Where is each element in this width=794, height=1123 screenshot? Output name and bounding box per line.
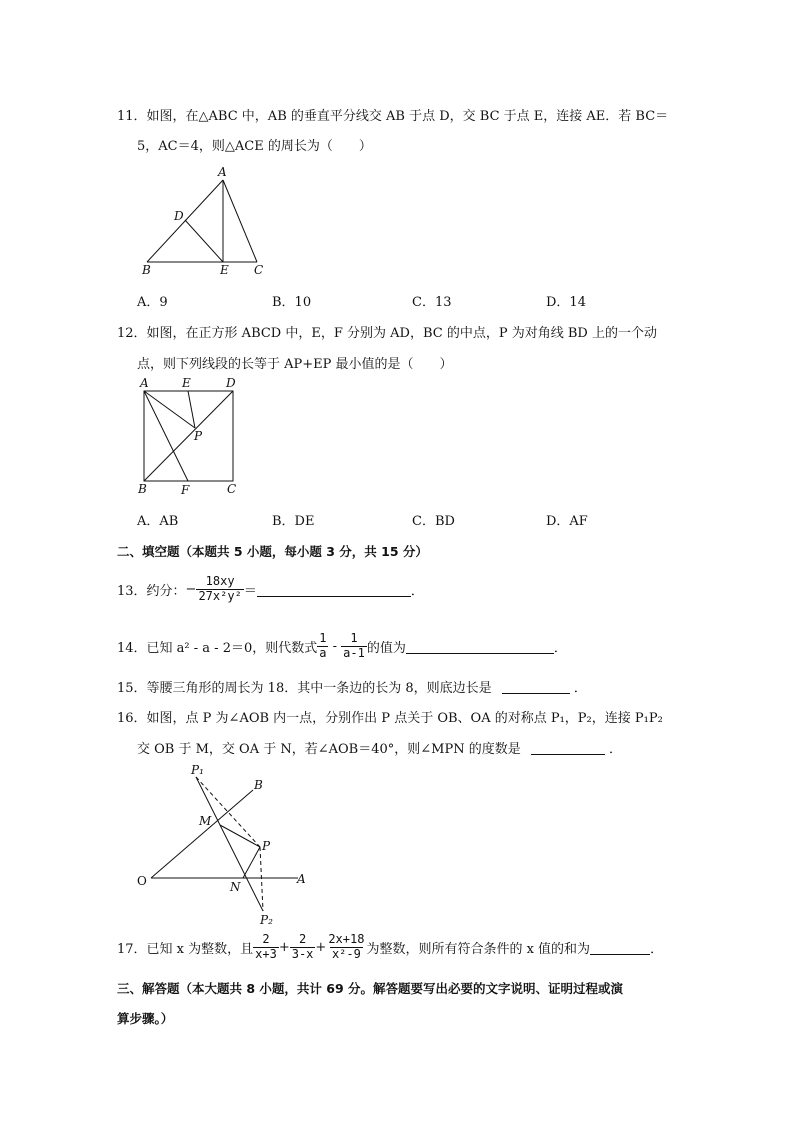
q12-label-c: C (227, 482, 237, 496)
q17-prefix: 17．已知 x 为整数，且 (117, 941, 254, 957)
q16-line2-wrap (137, 738, 622, 757)
q11-side-ac (223, 180, 257, 262)
q15 (117, 677, 587, 696)
q17-f2-denominator: 3-x (291, 946, 314, 961)
q17-f1-denominator: x+3 (255, 946, 277, 961)
q14-f2-numerator: 1 (350, 631, 358, 645)
q16-label-p1: P₁ (191, 763, 204, 777)
q14-fraction-1 (317, 632, 328, 661)
q14-end: ． (553, 640, 567, 656)
q12-option-b: B．DE (272, 514, 315, 529)
q13-equals: ＝ (243, 583, 257, 599)
q16-label-a: A (297, 872, 306, 886)
q15-end: ． (573, 681, 587, 696)
q16-label-p: P (262, 839, 271, 853)
q12-line1: 12．如图，在正方形 ABCD 中，E，F 分别为 AD，BC 的中点，P 为对角线 BD 上的一个动 (117, 326, 657, 341)
q17-fraction-2 (290, 933, 316, 962)
q17-f2-numerator: 2 (298, 932, 307, 946)
q13-end: ． (410, 583, 424, 599)
q17-fraction-1 (253, 933, 279, 962)
q16-answer-blank[interactable] (531, 740, 605, 755)
q17-answer-blank[interactable] (590, 940, 650, 955)
q13-answer-blank[interactable] (257, 582, 411, 597)
q12-label-d: D (226, 376, 236, 390)
q14-prefix: 14．已知 a² - a - 2＝0，则代数式 (117, 640, 318, 656)
q11-label-a: A (218, 165, 227, 179)
q12-square-figure (135, 373, 250, 498)
q17 (117, 933, 663, 962)
q14-minus: - (328, 638, 342, 654)
q11-line2: 5，AC＝4，则△ACE 的周长为（ ） (137, 139, 372, 154)
q17-f3-denominator: x²-9 (331, 946, 361, 961)
q14-f2-denominator: a-1 (343, 645, 365, 660)
q16-ray-ob (151, 790, 253, 878)
q12-label-e: E (182, 376, 191, 390)
q17-plus-1: + (278, 939, 290, 955)
q12-label-p: P (194, 429, 203, 443)
q11-label-c: C (254, 263, 264, 277)
q14-answer-blank[interactable] (406, 639, 554, 654)
q12-option-a: A．AB (137, 514, 179, 529)
q13-fraction (196, 575, 243, 604)
q16-label-m: M (199, 814, 212, 828)
q12-segment-ap (144, 391, 195, 428)
q11-option-b: B．10 (272, 295, 312, 310)
q12-segment-ep (188, 391, 195, 428)
q11-line1: 11．如图，在△ABC 中，AB 的垂直平分线交 AB 于点 D，交 BC 于点 E，连接 AE．若 BC＝ (117, 109, 669, 124)
q17-f1-numerator: 2 (262, 932, 270, 946)
q11-label-b: B (142, 263, 151, 277)
q16-line2: 交 OB 于 M，交 OA 于 N，若∠AOB＝40°，则∠MPN 的度数是 (137, 742, 521, 757)
q13-numerator: 18xy (205, 574, 235, 588)
q15-answer-blank[interactable] (502, 679, 570, 694)
q16-end: ． (609, 742, 623, 757)
q14-fraction-2 (341, 632, 367, 661)
q16-label-p2: P₂ (260, 913, 273, 927)
section-2-heading: 二、填空题（本题共 5 小题，每小题 3 分，共 15 分） (117, 544, 428, 559)
q12-option-c: C．BD (412, 514, 455, 529)
q11-segment-de (185, 220, 223, 262)
q12-diagonal-bd (144, 391, 233, 481)
q11-option-d: D．14 (546, 295, 586, 310)
q11-label-d: D (174, 209, 184, 223)
q12-label-a: A (140, 376, 149, 390)
q12-line2: 点，则下列线段的长等于 AP+EP 最小值的是（ ） (137, 357, 453, 372)
q12-label-f: F (181, 483, 190, 497)
section-3-heading-line1: 三、解答题（本大题共 8 小题，共计 69 分。解答题要写出必要的文字说明、证明过程或演 (117, 981, 624, 996)
q16-label-n: N (230, 880, 241, 894)
q16-angle-figure (133, 763, 318, 928)
q11-label-e: E (220, 263, 229, 277)
q17-suffix: 为整数，则所有符合条件的 x 值的和为 (366, 941, 591, 957)
q17-fraction-3 (326, 933, 366, 962)
q13-prefix: 13．约分： (117, 583, 186, 599)
q16-line1: 16．如图，点 P 为∠AOB 内一点，分别作出 P 点关于 OB、OA 的对称点 P₁，P₂，连接 P₁P₂ (117, 711, 663, 726)
q11-triangle-figure (135, 160, 280, 280)
q14 (117, 632, 567, 661)
q14-f1-denominator: a (319, 645, 327, 660)
section-3-heading-line2: 算步骤。） (117, 1011, 174, 1026)
q17-plus-2: + (315, 939, 327, 955)
q14-suffix: 的值为 (366, 640, 406, 656)
q13-denominator: 27x²y² (198, 588, 242, 603)
q16-label-o: O (137, 874, 147, 888)
q12-label-b: B (138, 482, 147, 496)
q11-option-a: A．9 (137, 295, 168, 310)
q13-sign: − (185, 581, 197, 597)
q11-option-c: C．13 (412, 295, 452, 310)
q16-label-b: B (254, 778, 263, 792)
q17-end: ． (650, 941, 664, 957)
q17-f3-numerator: 2x+18 (328, 932, 365, 946)
q16-segment-np (243, 847, 260, 878)
q12-segment-af (144, 391, 188, 481)
q15-text: 15．等腰三角形的周长为 18．其中一条边的长为 8，则底边长是 (117, 681, 492, 696)
q16-segment-pp2 (260, 847, 263, 911)
q13 (117, 575, 424, 604)
q14-f1-numerator: 1 (319, 631, 327, 645)
q12-option-d: D．AF (546, 514, 588, 529)
